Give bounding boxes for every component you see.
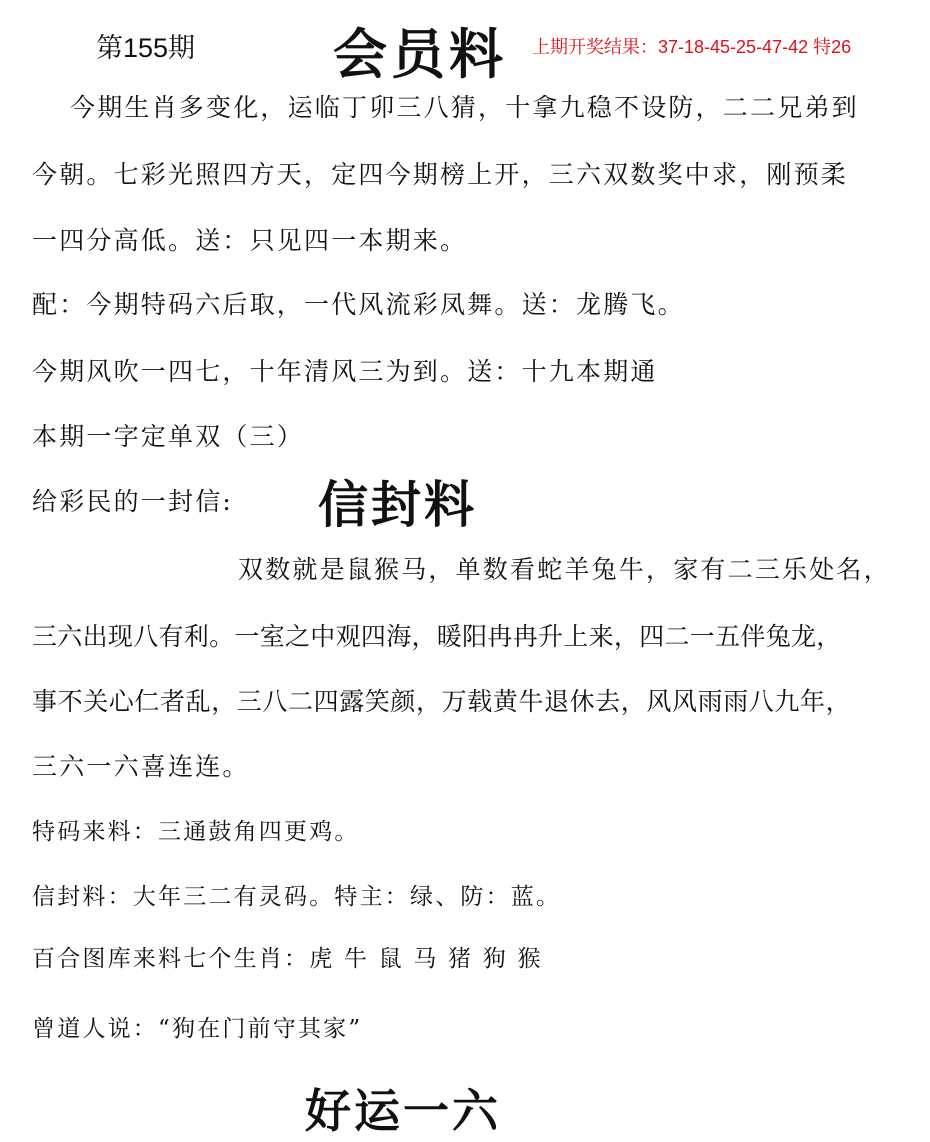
- text-line: 今期风吹一四七，十年清风三为到。送：十九本期通: [32, 357, 658, 386]
- footer-slogan: 好运一六: [305, 1084, 501, 1138]
- poem-line: 一四分高低。送：只见四一本期来。: [32, 226, 468, 255]
- page-title: 会员料: [333, 22, 507, 86]
- letter-poem-line: 三六出现八有利。一室之中观四海，暖阳冉冉升上来，四二一五伴兔龙，: [32, 622, 842, 651]
- text-line: 特码来料：三通鼓角四更鸡。: [32, 819, 360, 845]
- text-line: 本期一字定单双（三）: [32, 422, 305, 451]
- poem-line: 今朝。七彩光照四方天，定四今期榜上开，三六双数奖中求，刚预柔: [32, 160, 849, 189]
- letter-poem-line: 三六一六喜连连。: [32, 752, 250, 781]
- letter-poem-line: 事不关心仁者乱，三八二四露笑颜，万载黄牛退休去，风风雨雨八九年，: [32, 687, 852, 716]
- text-line: 曾道人说：“狗在门前守其家”: [32, 1016, 363, 1042]
- letter-title: 信封料: [318, 475, 477, 534]
- letter-poem-line: 双数就是鼠猴马，单数看蛇羊兔牛，家有二三乐处名，: [238, 555, 891, 584]
- text-line: 百合图库来料七个生肖：虎 牛 鼠 马 猪 狗 猴: [32, 946, 543, 972]
- text-line: 配：今期特码六后取，一代风流彩凤舞。送：龙腾飞。: [32, 290, 685, 319]
- text-line: 信封料：大年三二有灵码。特主：绿、防：蓝。: [32, 884, 562, 910]
- poem-line: 今期生肖多变化，运临丁卯三八猜，十拿九稳不设防，二二兄弟到: [70, 93, 859, 122]
- issue-number: 第155期: [96, 33, 196, 63]
- last-result: 上期开奖结果：37-18-45-25-47-42 特26: [532, 37, 852, 57]
- letter-label: 给彩民的一封信:: [32, 487, 234, 516]
